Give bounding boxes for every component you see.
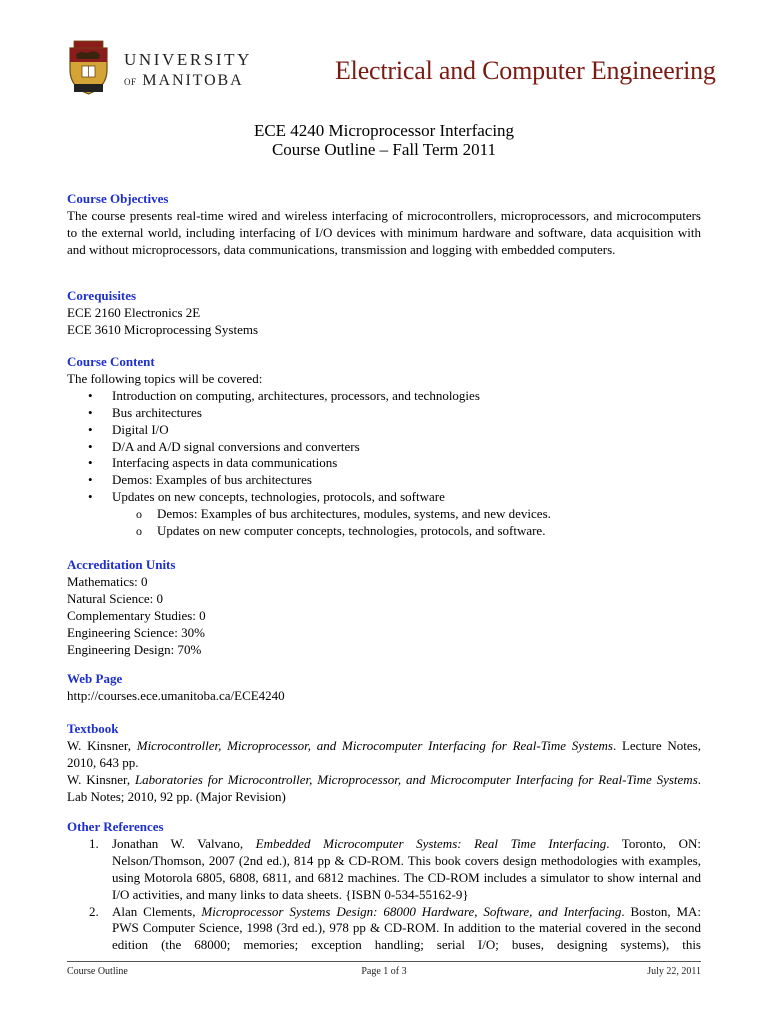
accreditation-item: Complementary Studies: 0 — [67, 607, 206, 623]
book-title: Laboratories for Microcontroller, Microprocessor, and Microcomputer Interfacing for Real-Time Systems — [134, 771, 698, 787]
accreditation-item: Mathematics: 0 — [67, 573, 148, 589]
list-item: • Updates on new concepts, technologies, protocols, and software — [67, 489, 701, 506]
section-accreditation — [67, 557, 701, 658]
section-content — [67, 354, 701, 540]
list-item: • Introduction on computing, architectures, processors, and technologies — [67, 388, 701, 405]
content-intro: The following topics will be covered: — [67, 370, 263, 386]
university-name-manitoba: MANITOBA — [142, 72, 244, 89]
section-heading: Course Objectives — [67, 191, 169, 206]
list-item: • D/A and A/D signal conversions and converters — [67, 439, 701, 456]
textbook-entry — [67, 738, 701, 772]
section-heading: Course Content — [67, 354, 155, 369]
section-references — [67, 819, 701, 954]
list-item: • Interfacing aspects in data communications — [67, 455, 701, 472]
list-item: • Digital I/O — [67, 422, 701, 439]
footer-divider — [67, 961, 701, 962]
course-subtitle: Course Outline – Fall Term 2011 — [271, 140, 497, 159]
section-heading: Textbook — [67, 721, 119, 736]
section-corequisites — [67, 288, 701, 339]
reference-details: . Toronto, ON: Nelson/Thomson, 2007 (2nd ed.), 814 pp & CD-ROM. This book covers design methodologies with examples, using Motorola 6805, 6808, 6811, and 6812 machines. The CD-ROM includes a simulator to show internal and I/O activities, and many links to data sheets. {ISBN 0-534-55162-9} — [112, 835, 701, 902]
book-details: . Lecture Notes, 2010, 643 pp. — [67, 737, 701, 770]
university-name-of: OF — [124, 77, 137, 87]
letterhead — [0, 0, 768, 110]
reference-author: Jonathan W. Valvano, — [112, 835, 256, 851]
corequisite-item: ECE 3610 Microprocessing Systems — [67, 321, 259, 337]
topics-list — [67, 388, 701, 506]
course-url-link[interactable]: http://courses.ece.umanitoba.ca/ECE4240 — [67, 687, 285, 703]
footer-left: Course Outline — [67, 966, 128, 977]
list-item: • Demos: Examples of bus architectures — [67, 472, 701, 489]
sublist-item: o Demos: Examples of bus architectures, modules, systems, and new devices. — [67, 506, 701, 523]
section-heading: Accreditation Units — [67, 557, 176, 572]
corequisite-item: ECE 2160 Electronics 2E — [67, 304, 201, 320]
footer-page-number: Page 1 of 3 — [361, 966, 407, 977]
reference-title: Microprocessor Systems Design: 68000 Hardware, Software, and Interfacing — [201, 903, 622, 919]
accreditation-item: Engineering Design: 70% — [67, 641, 202, 657]
course-title: ECE 4240 Microprocessor Interfacing — [253, 121, 515, 140]
reference-item — [67, 904, 701, 955]
list-item: • Bus architectures — [67, 405, 701, 422]
department-name: Electrical and Computer Engineering — [335, 56, 716, 85]
footer-date: July 22, 2011 — [647, 966, 701, 977]
reference-author: Alan Clements, — [112, 903, 202, 919]
section-objectives — [67, 191, 701, 259]
university-crest-icon — [66, 40, 111, 96]
reference-details: . Boston, MA: PWS Computer Science, 1998 (3rd ed.), 978 pp & CD-ROM. In addition to the material covered in the second edition (the 68000; memories; exception handling; serial I/O; buses, designing systems), this — [112, 903, 701, 953]
section-webpage — [67, 671, 701, 705]
book-author: W. Kinsner, — [67, 737, 137, 753]
section-heading: Other References — [67, 819, 164, 834]
section-heading: Corequisites — [67, 288, 137, 303]
reference-number: 2. — [89, 903, 99, 919]
reference-number: 1. — [89, 835, 99, 851]
accreditation-item: Natural Science: 0 — [67, 590, 164, 606]
section-textbook — [67, 721, 701, 806]
university-name-line2 — [124, 72, 244, 90]
book-details: . Lab Notes; 2010, 92 pp. (Major Revision) — [67, 771, 701, 804]
topics-sublist — [67, 506, 701, 540]
reference-item — [67, 836, 701, 904]
accreditation-item: Engineering Science: 30% — [67, 624, 205, 640]
university-name-line1: UNIVERSITY — [124, 50, 252, 69]
objectives-paragraph: The course presents real-time wired and wireless interfacing of microcontrollers, microprocessors, and microcomputers to the external world, including interfacing of I/O devices with minimum hardware and software, data acquisition with and without microprocessors, data communications, transmission and logging with embedded computers. — [67, 207, 701, 257]
section-heading: Web Page — [67, 671, 123, 686]
reference-title: Embedded Microcomputer Systems: Real Time Interfacing — [255, 835, 607, 851]
sublist-item: o Updates on new computer concepts, technologies, protocols, and software. — [67, 523, 701, 540]
book-author: W. Kinsner, — [67, 771, 135, 787]
textbook-entry — [67, 772, 701, 806]
book-title: Microcontroller, Microprocessor, and Microcomputer Interfacing for Real-Time Systems — [136, 737, 613, 753]
